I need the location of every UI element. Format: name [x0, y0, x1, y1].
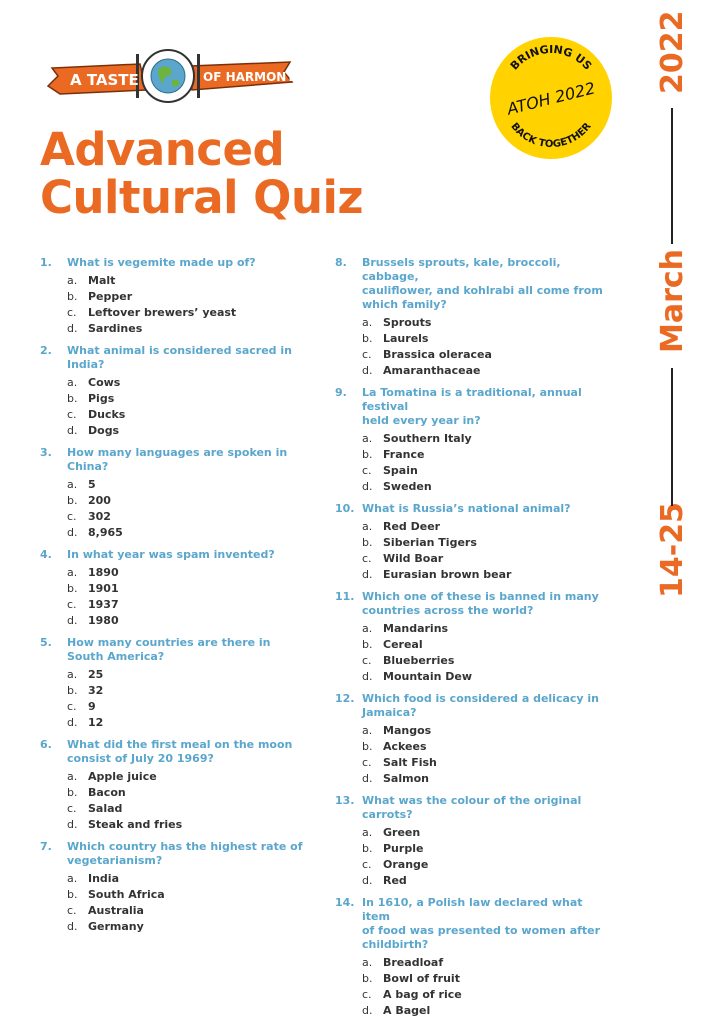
option-letter: c. — [67, 904, 77, 917]
option-letter: b. — [67, 392, 78, 405]
question-item — [335, 896, 605, 1019]
option-letter: a. — [67, 274, 78, 287]
option-letter: b. — [362, 536, 373, 549]
answer-option — [40, 667, 310, 683]
option-text: 9 — [88, 700, 96, 713]
question-text: What is vegemite made up of? — [67, 256, 256, 269]
option-text: France — [383, 448, 425, 461]
question-row — [335, 794, 605, 822]
option-letter: c. — [67, 510, 77, 523]
option-letter: c. — [67, 802, 77, 815]
answer-option — [335, 955, 605, 971]
answer-option — [335, 771, 605, 787]
option-text: Dogs — [88, 424, 120, 437]
option-letter: d. — [362, 670, 373, 683]
option-text: Mandarins — [383, 622, 449, 635]
option-letter: b. — [67, 494, 78, 507]
answer-option — [40, 321, 310, 337]
question-number: 1. — [40, 256, 52, 269]
question-number: 5. — [40, 636, 52, 649]
question-item — [40, 636, 310, 731]
questions-left-column — [40, 256, 310, 942]
question-item — [40, 548, 310, 629]
option-letter: c. — [67, 408, 77, 421]
answer-option — [335, 463, 605, 479]
option-letter: b. — [67, 582, 78, 595]
answer-option — [335, 567, 605, 583]
answer-option — [335, 825, 605, 841]
option-text: Blueberries — [383, 654, 455, 667]
option-text: Pepper — [88, 290, 133, 303]
option-text: Orange — [383, 858, 429, 871]
option-letter: a. — [362, 622, 373, 635]
option-text: Bacon — [88, 786, 126, 799]
question-item — [335, 502, 605, 583]
option-text: Salad — [88, 802, 123, 815]
side-month: March — [655, 248, 690, 353]
question-row — [40, 344, 310, 372]
page-title-line2: Cultural Quiz — [40, 171, 364, 224]
option-text: Spain — [383, 464, 418, 477]
option-letter: b. — [67, 290, 78, 303]
answer-option — [335, 519, 605, 535]
question-text: La Tomatina is a traditional, annual festival held every year in? — [362, 386, 582, 427]
option-letter: c. — [362, 348, 372, 361]
answer-option — [335, 755, 605, 771]
question-item — [335, 256, 605, 379]
atoh-2022-badge — [490, 37, 612, 159]
option-letter: c. — [362, 464, 372, 477]
answer-options — [40, 273, 310, 337]
answer-option — [335, 637, 605, 653]
answer-option — [40, 305, 310, 321]
option-text: A Bagel — [383, 1004, 431, 1017]
answer-option — [335, 653, 605, 669]
option-text: 200 — [88, 494, 111, 507]
option-text: Ackees — [383, 740, 427, 753]
option-text: Wild Boar — [383, 552, 444, 565]
question-item — [335, 692, 605, 787]
option-text: Cows — [88, 376, 121, 389]
option-letter: a. — [67, 668, 78, 681]
page-title — [40, 123, 364, 224]
question-number: 2. — [40, 344, 52, 357]
option-letter: c. — [67, 306, 77, 319]
option-text: Sardines — [88, 322, 143, 335]
question-row — [335, 692, 605, 720]
answer-options — [335, 955, 605, 1019]
option-text: Eurasian brown bear — [383, 568, 512, 581]
option-letter: b. — [362, 638, 373, 651]
option-letter: a. — [67, 770, 78, 783]
option-text: Cereal — [383, 638, 423, 651]
option-text: Pigs — [88, 392, 115, 405]
option-letter: c. — [67, 598, 77, 611]
answer-option — [40, 375, 310, 391]
option-letter: b. — [362, 332, 373, 345]
question-row — [335, 386, 605, 428]
option-letter: b. — [362, 448, 373, 461]
option-text: India — [88, 872, 119, 885]
question-row — [40, 840, 310, 868]
answer-options — [40, 667, 310, 731]
answer-option — [40, 887, 310, 903]
question-text: Which one of these is banned in many countries across the world? — [362, 590, 599, 617]
question-text: In what year was spam invented? — [67, 548, 275, 561]
answer-options — [40, 565, 310, 629]
option-text: Laurels — [383, 332, 429, 345]
answer-option — [40, 699, 310, 715]
question-text: Which country has the highest rate of vegetarianism? — [67, 840, 303, 867]
option-text: 302 — [88, 510, 111, 523]
side-days: 14-25 — [655, 502, 690, 598]
option-letter: a. — [362, 316, 373, 329]
a-taste-of-harmony-logo — [40, 46, 300, 106]
option-letter: d. — [67, 920, 78, 933]
option-text: 1980 — [88, 614, 119, 627]
option-text: A bag of rice — [383, 988, 462, 1001]
answer-option — [40, 683, 310, 699]
answer-option — [335, 363, 605, 379]
answer-options — [335, 723, 605, 787]
question-text: In 1610, a Polish law declared what item of food was presented to women after childbirth? — [362, 896, 601, 951]
option-letter: d. — [362, 364, 373, 377]
option-letter: d. — [67, 818, 78, 831]
option-text: Bowl of fruit — [383, 972, 460, 985]
option-letter: d. — [362, 480, 373, 493]
answer-option — [335, 551, 605, 567]
questions-right-column — [335, 256, 605, 1026]
answer-option — [40, 273, 310, 289]
answer-options — [335, 431, 605, 495]
option-text: Siberian Tigers — [383, 536, 477, 549]
question-number: 6. — [40, 738, 52, 751]
question-row — [40, 636, 310, 664]
question-item — [335, 794, 605, 889]
question-row — [40, 738, 310, 766]
option-letter: d. — [67, 526, 78, 539]
option-letter: d. — [67, 322, 78, 335]
question-number: 11. — [335, 590, 355, 603]
answer-option — [40, 289, 310, 305]
option-text: 25 — [88, 668, 104, 681]
option-letter: a. — [362, 724, 373, 737]
option-letter: d. — [362, 1004, 373, 1017]
question-number: 9. — [335, 386, 347, 399]
option-text: Purple — [383, 842, 424, 855]
answer-option — [40, 423, 310, 439]
question-item — [40, 840, 310, 935]
logo-text-left: A TASTE — [70, 71, 139, 89]
option-text: Australia — [88, 904, 144, 917]
knife-icon — [197, 54, 200, 98]
answer-option — [40, 919, 310, 935]
question-row — [40, 446, 310, 474]
option-text: 32 — [88, 684, 104, 697]
option-text: Steak and fries — [88, 818, 183, 831]
option-text: Apple juice — [88, 770, 157, 783]
question-item — [40, 256, 310, 337]
question-row — [40, 256, 310, 270]
option-text: Green — [383, 826, 421, 839]
question-item — [40, 738, 310, 833]
question-number: 4. — [40, 548, 52, 561]
answer-option — [335, 479, 605, 495]
answer-option — [335, 431, 605, 447]
question-number: 8. — [335, 256, 347, 269]
option-text: Southern Italy — [383, 432, 472, 445]
question-text: What is Russia’s national animal? — [362, 502, 571, 515]
answer-options — [40, 375, 310, 439]
answer-option — [40, 715, 310, 731]
question-row — [335, 896, 605, 952]
question-row — [40, 548, 310, 562]
option-text: Red Deer — [383, 520, 441, 533]
question-text: How many countries are there in South America? — [67, 636, 271, 663]
answer-option — [40, 581, 310, 597]
question-number: 13. — [335, 794, 355, 807]
option-letter: d. — [67, 716, 78, 729]
answer-option — [40, 493, 310, 509]
option-text: Salmon — [383, 772, 429, 785]
answer-option — [335, 987, 605, 1003]
answer-options — [335, 621, 605, 685]
option-text: Malt — [88, 274, 116, 287]
answer-option — [335, 1003, 605, 1019]
side-dates — [654, 8, 690, 603]
answer-option — [335, 873, 605, 889]
answer-option — [40, 769, 310, 785]
badge-middle-text: ATOH 2022 — [505, 78, 598, 119]
question-number: 7. — [40, 840, 52, 853]
question-row — [335, 502, 605, 516]
answer-option — [335, 347, 605, 363]
answer-options — [335, 825, 605, 889]
answer-option — [40, 597, 310, 613]
answer-option — [335, 739, 605, 755]
question-number: 12. — [335, 692, 355, 705]
answer-option — [335, 621, 605, 637]
answer-option — [335, 723, 605, 739]
option-letter: d. — [67, 614, 78, 627]
option-text: 12 — [88, 716, 104, 729]
option-letter: b. — [67, 888, 78, 901]
answer-options — [40, 769, 310, 833]
option-text: 5 — [88, 478, 96, 491]
answer-option — [40, 871, 310, 887]
option-letter: a. — [67, 566, 78, 579]
option-letter: c. — [362, 654, 372, 667]
option-text: 1901 — [88, 582, 119, 595]
option-letter: c. — [362, 552, 372, 565]
option-letter: a. — [67, 376, 78, 389]
answer-option — [40, 565, 310, 581]
answer-option — [40, 817, 310, 833]
answer-option — [40, 477, 310, 493]
question-number: 10. — [335, 502, 355, 515]
badge-bottom-text: BACK TOGETHER — [508, 121, 594, 151]
answer-option — [40, 391, 310, 407]
option-text: 1890 — [88, 566, 119, 579]
question-number: 14. — [335, 896, 355, 909]
answer-option — [335, 535, 605, 551]
answer-option — [335, 447, 605, 463]
answer-option — [40, 509, 310, 525]
option-letter: d. — [362, 874, 373, 887]
option-text: Germany — [88, 920, 144, 933]
option-letter: b. — [67, 684, 78, 697]
option-letter: b. — [362, 842, 373, 855]
option-text: Mangos — [383, 724, 432, 737]
option-text: Mountain Dew — [383, 670, 473, 683]
option-letter: a. — [67, 872, 78, 885]
question-row — [335, 256, 605, 312]
option-text: Salt Fish — [383, 756, 437, 769]
option-text: Brassica oleracea — [383, 348, 492, 361]
answer-option — [335, 669, 605, 685]
question-item — [40, 344, 310, 439]
option-text: Leftover brewers’ yeast — [88, 306, 237, 319]
option-text: Ducks — [88, 408, 126, 421]
answer-option — [335, 857, 605, 873]
option-text: Red — [383, 874, 407, 887]
option-letter: a. — [67, 478, 78, 491]
question-item — [335, 590, 605, 685]
option-text: 1937 — [88, 598, 119, 611]
answer-options — [40, 477, 310, 541]
badge-top-text: BRINGING US — [507, 42, 595, 73]
question-text: How many languages are spoken in China? — [67, 446, 288, 473]
option-letter: c. — [362, 858, 372, 871]
answer-option — [335, 971, 605, 987]
option-letter: a. — [362, 432, 373, 445]
answer-option — [335, 315, 605, 331]
question-text: What animal is considered sacred in India? — [67, 344, 292, 371]
page-title-line1: Advanced — [40, 123, 285, 176]
option-letter: c. — [362, 988, 372, 1001]
question-row — [335, 590, 605, 618]
side-year: 2022 — [655, 10, 690, 94]
question-item — [40, 446, 310, 541]
question-text: What did the first meal on the moon consist of July 20 1969? — [67, 738, 293, 765]
option-letter: c. — [362, 756, 372, 769]
answer-options — [335, 519, 605, 583]
answer-option — [335, 331, 605, 347]
answer-option — [40, 407, 310, 423]
answer-option — [40, 903, 310, 919]
option-letter: d. — [362, 568, 373, 581]
option-letter: d. — [362, 772, 373, 785]
question-text: Which food is considered a delicacy in Jamaica? — [362, 692, 600, 719]
answer-option — [40, 613, 310, 629]
option-letter: b. — [362, 972, 373, 985]
answer-option — [335, 841, 605, 857]
option-letter: a. — [362, 826, 373, 839]
answer-option — [40, 525, 310, 541]
question-number: 3. — [40, 446, 52, 459]
question-text: Brussels sprouts, kale, broccoli, cabbage, cauliflower, and kohlrabi all come from which family? — [362, 256, 603, 311]
answer-option — [40, 785, 310, 801]
option-letter: b. — [67, 786, 78, 799]
option-text: Breadloaf — [383, 956, 444, 969]
option-text: Sprouts — [383, 316, 432, 329]
answer-option — [40, 801, 310, 817]
option-text: South Africa — [88, 888, 165, 901]
answer-options — [40, 871, 310, 935]
option-letter: b. — [362, 740, 373, 753]
question-text: What was the colour of the original carrots? — [362, 794, 582, 821]
logo-text-right: OF HARMONY — [203, 70, 296, 84]
option-letter: a. — [362, 520, 373, 533]
option-text: 8,965 — [88, 526, 123, 539]
option-letter: d. — [67, 424, 78, 437]
option-letter: c. — [67, 700, 77, 713]
option-text: Amaranthaceae — [383, 364, 481, 377]
option-letter: a. — [362, 956, 373, 969]
option-text: Sweden — [383, 480, 432, 493]
answer-options — [335, 315, 605, 379]
question-item — [335, 386, 605, 495]
